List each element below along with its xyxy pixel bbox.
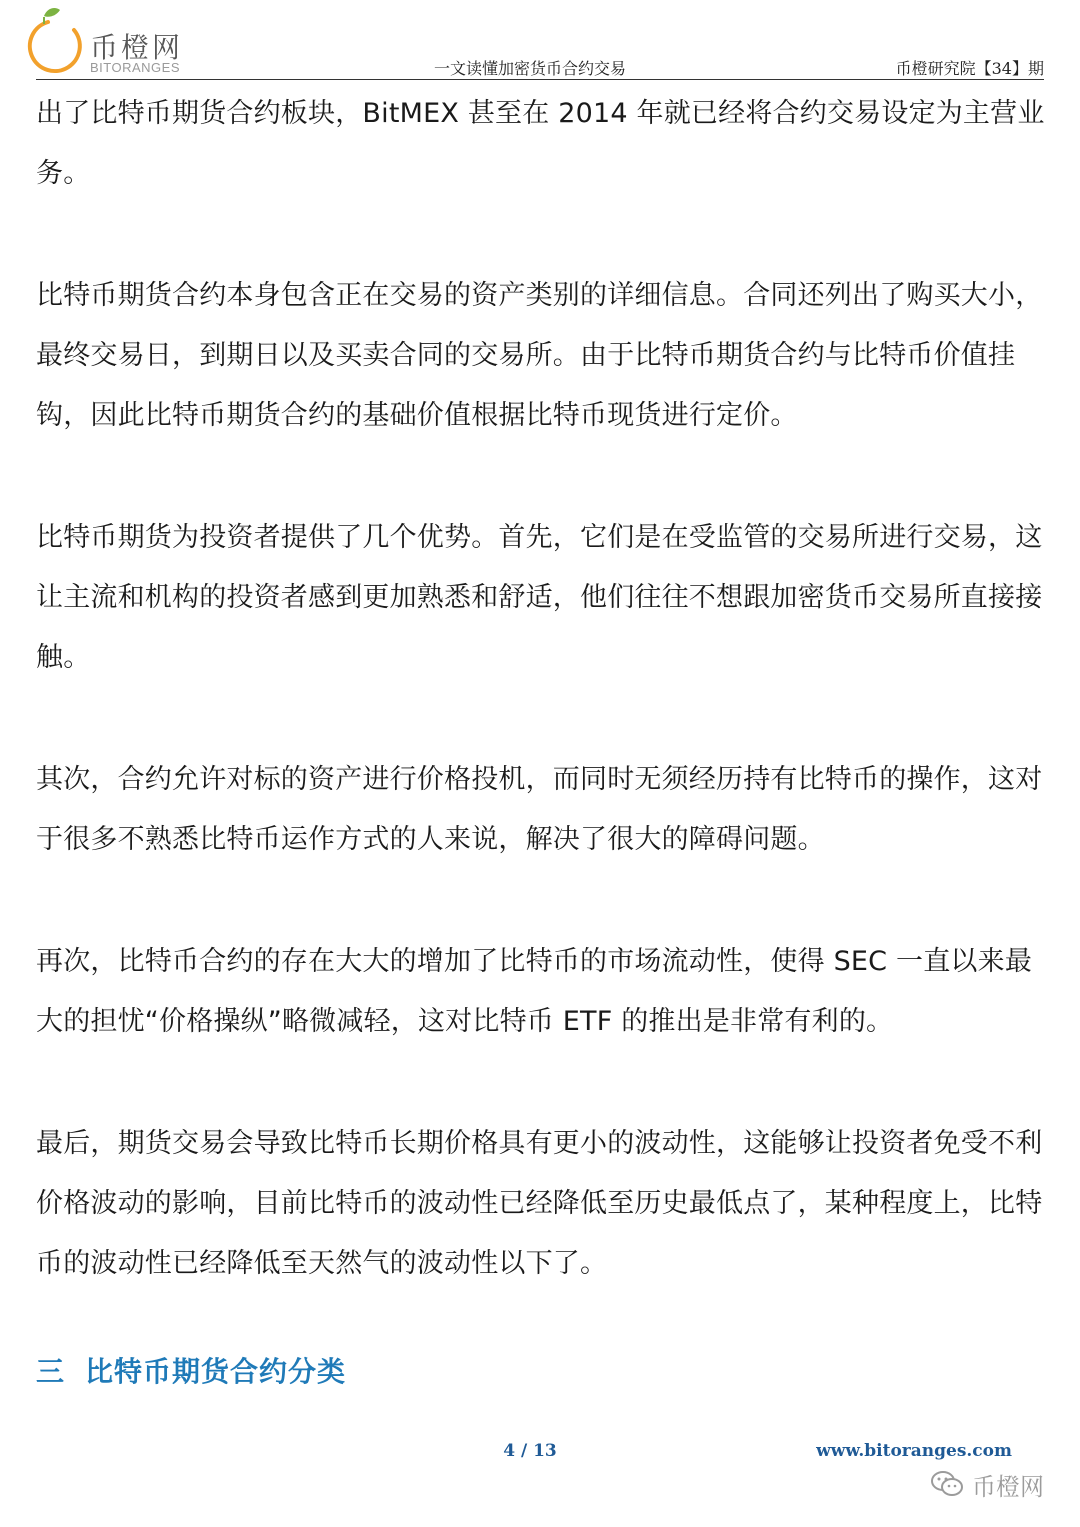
- section-title: 比特币期货合约分类: [85, 1355, 347, 1388]
- paragraph-1: 出了比特币期货合约板块，BitMEX 甚至在 2014 年就已经将合约交易设定为主营业务。: [36, 98, 1045, 189]
- paragraph-4: 其次，合约允许对标的资产进行价格投机，而同时无须经历持有比特币的操作，这对于很多不熟悉比特币运作方式的人来说，解决了很大的障碍问题。: [36, 764, 1043, 855]
- paragraph-6: 最后，期货交易会导致比特币长期价格具有更小的波动性，这能够让投资者免受不利价格波动的影响，目前比特币的波动性已经降低至历史最低点了，某种程度上，比特币的波动性已经降低至天然气的波动性以下了。: [36, 1128, 1043, 1279]
- wechat-icon: [930, 1469, 964, 1499]
- website-url[interactable]: www.bitoranges.com: [816, 1441, 1012, 1461]
- document-title: 一文读懂加密货币合约交易: [433, 59, 626, 78]
- paragraph-3: 比特币期货为投资者提供了几个优势。首先，它们是在受监管的交易所进行交易，这让主流和机构的投资者感到更加熟悉和舒适，他们往往不想跟加密货币交易所直接接触。: [36, 522, 1043, 673]
- page-number: 4 / 13: [503, 1441, 557, 1461]
- section-heading: [36, 1350, 346, 1390]
- logo-chinese-text: 币橙网: [90, 31, 184, 64]
- watermark-text: 币橙网: [972, 1472, 1044, 1501]
- wechat-watermark: [930, 1466, 1044, 1502]
- section-number: 三: [36, 1355, 66, 1388]
- article-body: [36, 84, 1046, 1356]
- page-header: [0, 0, 1080, 80]
- header-divider: [36, 79, 1044, 80]
- logo-english-text: BITORANGES: [90, 60, 181, 75]
- bitoranges-logo: [14, 4, 194, 76]
- paragraph-5: 再次，比特币合约的存在大大的增加了比特币的市场流动性，使得 SEC 一直以来最大的担忧“价格操纵”略微减轻，这对比特币 ETF 的推出是非常有利的。: [36, 946, 1033, 1037]
- orange-logo-icon: [14, 4, 86, 76]
- paragraph-2: 比特币期货合约本身包含正在交易的资产类别的详细信息。合同还列出了购买大小，最终交易日，到期日以及买卖合同的交易所。由于比特币期货合约与比特币价值挂钩，因此比特币期货合约的基础价值根据比特币现货进行定价。: [36, 280, 1043, 431]
- issue-label: 币橙研究院【34】期: [895, 59, 1044, 78]
